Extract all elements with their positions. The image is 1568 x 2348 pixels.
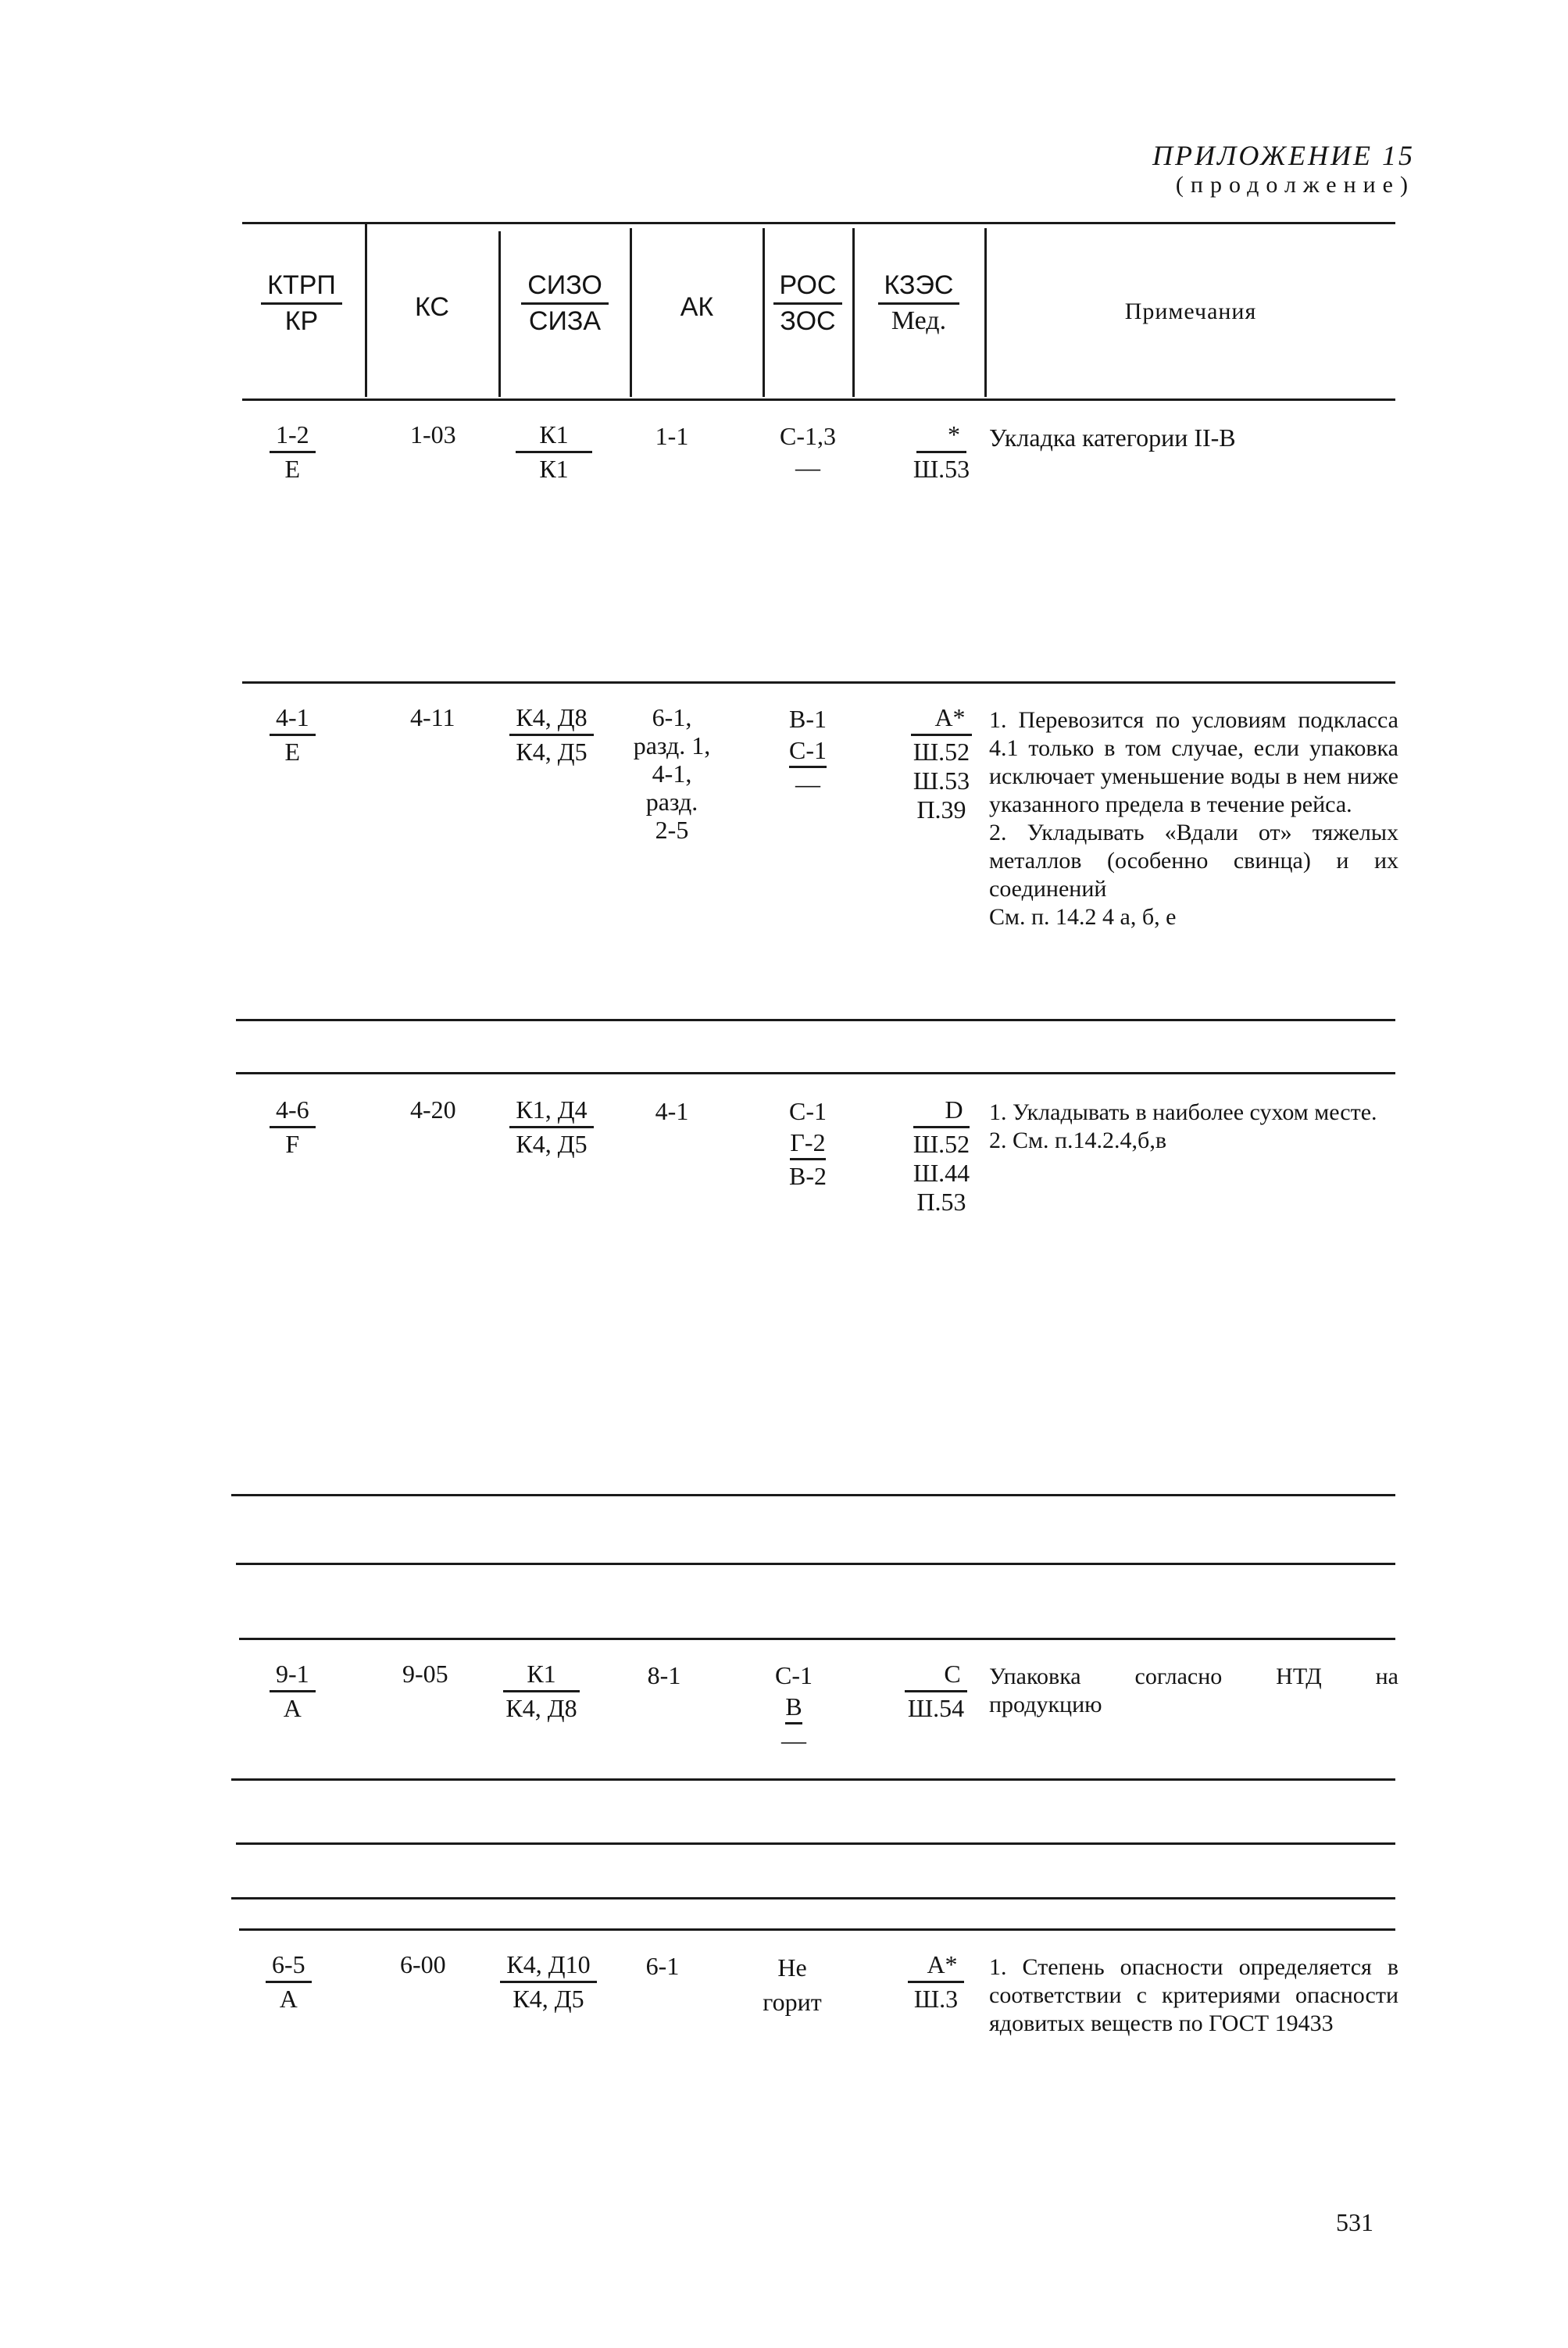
row2-kzes: А*	[911, 703, 971, 736]
col-divider	[498, 231, 501, 397]
header-notes: Примечания	[1124, 298, 1257, 324]
row2-sizo: К4, Д8	[509, 703, 593, 736]
row1-ktrp: 1-2	[270, 420, 316, 453]
row2-note: 1. Перевозится по условиям подкласса 4.1 только в том случае, если упаковка исключает уменьшение воды в нем ниже указанного предела в течение рейса.	[989, 707, 1398, 817]
row1-ks: 1-03	[410, 420, 456, 449]
row-divider	[242, 681, 1395, 684]
row-divider	[236, 1072, 1395, 1074]
row3-ak-line: 4-1	[655, 1097, 689, 1125]
row1-ros	[769, 420, 847, 483]
row-divider	[236, 1019, 1395, 1021]
row2-ktrp-kr	[270, 703, 316, 767]
row1-notes	[989, 423, 1398, 452]
row1-sizo: К1	[516, 420, 591, 453]
row4-ktrp: 9-1	[270, 1660, 316, 1692]
row3-med: Ш.52	[913, 1130, 970, 1158]
row4-ak-line: 8-1	[647, 1661, 681, 1689]
row5-ros	[745, 1950, 839, 2019]
row2-note: 2. Укладывать «Вдали от» тяжелых металлов (особенно свинца) и их соединений	[989, 820, 1398, 902]
row3-ak	[641, 1095, 703, 1127]
row2-ros-line: —	[795, 770, 820, 798]
row2-ak-line: 2-5	[655, 816, 689, 844]
row2-notes	[989, 706, 1398, 931]
row2-ak-line: 4-1,	[652, 759, 692, 788]
row3-siza: К4, Д5	[516, 1130, 588, 1158]
row4-ktrp-kr	[270, 1660, 316, 1723]
row3-notes	[989, 1099, 1398, 1155]
row-divider	[239, 1928, 1395, 1931]
header-sizo: СИЗО	[521, 270, 609, 305]
row4-ak	[633, 1660, 695, 1691]
appendix-title: ПРИЛОЖЕНИЕ 15	[1152, 140, 1415, 171]
header-ros: РОС	[773, 270, 843, 305]
row4-med: Ш.54	[907, 1694, 965, 1722]
row2-ros	[769, 703, 847, 799]
row2-ak-line: разд.	[645, 788, 698, 816]
row3-ktrp-kr	[270, 1095, 316, 1159]
row4-ros-line: В	[785, 1691, 802, 1724]
row3-ros-line: С-1	[789, 1097, 827, 1125]
row-divider	[236, 1563, 1395, 1565]
row2-siza: К4, Д5	[516, 738, 588, 766]
header-zos: ЗОС	[780, 306, 836, 336]
row5-siza: К4, Д5	[513, 1985, 584, 2013]
row3-kzes-med	[898, 1095, 984, 1217]
row5-sizo-siza	[478, 1950, 619, 2014]
row2-note: См. п. 14.2 4 а, б, е	[989, 904, 1177, 930]
row2-med: Ш.52	[913, 738, 970, 766]
header-sizo-siza	[502, 270, 628, 337]
header-ktrp-kr	[248, 270, 355, 337]
row1-siza: К1	[539, 455, 569, 483]
row1-ak-line: 1-1	[655, 422, 689, 450]
row2-med: П.39	[916, 795, 966, 824]
row1-kzes-med	[898, 420, 984, 484]
header-ros-zos	[764, 270, 852, 337]
row4-kzes: С	[905, 1660, 966, 1692]
header-bottom-rule	[242, 398, 1395, 401]
page-number: 531	[1336, 2208, 1373, 2236]
header-kzes: КЗЭС	[878, 270, 960, 305]
row4-note: Упаковка согласно НТД на продукцию	[989, 1664, 1398, 1717]
row1-sizo-siza	[495, 420, 613, 484]
header-ks: КС	[415, 292, 449, 322]
row3-ktrp: 4-6	[270, 1095, 316, 1128]
row4-ros-line: —	[781, 1726, 806, 1754]
row1-kr: Е	[284, 455, 301, 483]
header-ktrp: КТРП	[261, 270, 342, 305]
row3-sizo-siza	[489, 1095, 614, 1159]
header-siza: СИЗА	[528, 306, 602, 336]
row1-note: Укладка категории II-В	[989, 423, 1236, 452]
row2-kzes-med	[898, 703, 984, 824]
row5-kr: А	[279, 1985, 298, 2013]
row3-med: Ш.44	[913, 1159, 970, 1187]
row4-kzes-med	[888, 1660, 984, 1723]
row2-ak-line: разд. 1,	[633, 731, 711, 759]
row5-sizo: К4, Д10	[500, 1950, 596, 1983]
row2-ks: 4-11	[410, 703, 455, 731]
row-divider	[239, 1638, 1395, 1640]
row3-kzes: D	[913, 1095, 969, 1128]
row4-ros-line: С-1	[775, 1661, 813, 1689]
row5-ros-line: горит	[763, 1988, 822, 2016]
row2-med: Ш.53	[913, 767, 970, 795]
row5-kzes: А*	[908, 1950, 963, 1983]
row3-ks: 4-20	[410, 1095, 456, 1124]
row3-kr: F	[285, 1130, 300, 1158]
header-med: Мед.	[891, 306, 947, 335]
row4-ks: 9-05	[402, 1660, 448, 1688]
row3-note: 1. Укладывать в наиболее сухом месте.	[989, 1099, 1377, 1125]
row5-note: 1. Степень опасности определяется в соответствии с критериями опасности ядовитых веществ по ГОСТ 19433	[989, 1954, 1398, 2036]
row1-ktrp-kr	[270, 420, 316, 484]
row3-sizo: К1, Д4	[509, 1095, 593, 1128]
row3-ros-line: Г-2	[790, 1127, 825, 1160]
row4-sizo-siza	[477, 1660, 606, 1723]
row4-kr: А	[283, 1694, 302, 1722]
col-divider	[984, 228, 987, 397]
row-divider	[231, 1897, 1395, 1899]
row2-sizo-siza	[489, 703, 614, 767]
row5-ks: 6-00	[400, 1950, 446, 1978]
row1-ros-line: С-1,3	[780, 422, 836, 450]
row5-ak-line: 6-1	[645, 1952, 680, 1980]
row3-ros	[769, 1095, 847, 1192]
header-ak: АК	[680, 292, 714, 322]
row2-ros-line: В-1	[789, 705, 827, 733]
row1-kzes: *	[916, 420, 966, 453]
row3-med: П.53	[916, 1188, 966, 1216]
row5-ktrp-kr	[266, 1950, 312, 2014]
row2-ktrp: 4-1	[270, 703, 316, 736]
row1-ros-line: —	[795, 453, 820, 481]
row-divider	[231, 1494, 1395, 1496]
header-kr: КР	[284, 306, 319, 336]
row-divider	[231, 1778, 1395, 1781]
row5-ktrp: 6-5	[266, 1950, 312, 1983]
appendix-subtitle: (продолжение)	[1175, 172, 1415, 198]
table-top-rule	[242, 222, 1395, 224]
row2-ak-line: 6-1,	[652, 703, 692, 731]
row5-ak	[631, 1950, 694, 1982]
row5-kzes-med	[888, 1950, 984, 2014]
header-kzes-med	[855, 270, 983, 336]
row5-med: Ш.3	[913, 1985, 959, 2013]
row5-ros-line: Не	[777, 1953, 807, 1982]
row4-ros	[755, 1660, 833, 1756]
row4-sizo: К1	[503, 1660, 579, 1692]
row3-note: 2. См. п.14.2.4,б,в	[989, 1128, 1166, 1153]
row4-notes	[989, 1663, 1398, 1719]
row3-ros-line: В-2	[789, 1162, 827, 1190]
row1-ak	[641, 420, 703, 452]
row1-med: Ш.53	[913, 455, 970, 483]
row4-siza: К4, Д8	[505, 1694, 577, 1722]
row2-ak	[617, 703, 727, 844]
row5-notes	[989, 1953, 1398, 2038]
row-divider	[236, 1842, 1395, 1845]
row2-kr: Е	[284, 738, 301, 766]
row2-ros-line: С-1	[789, 734, 827, 768]
